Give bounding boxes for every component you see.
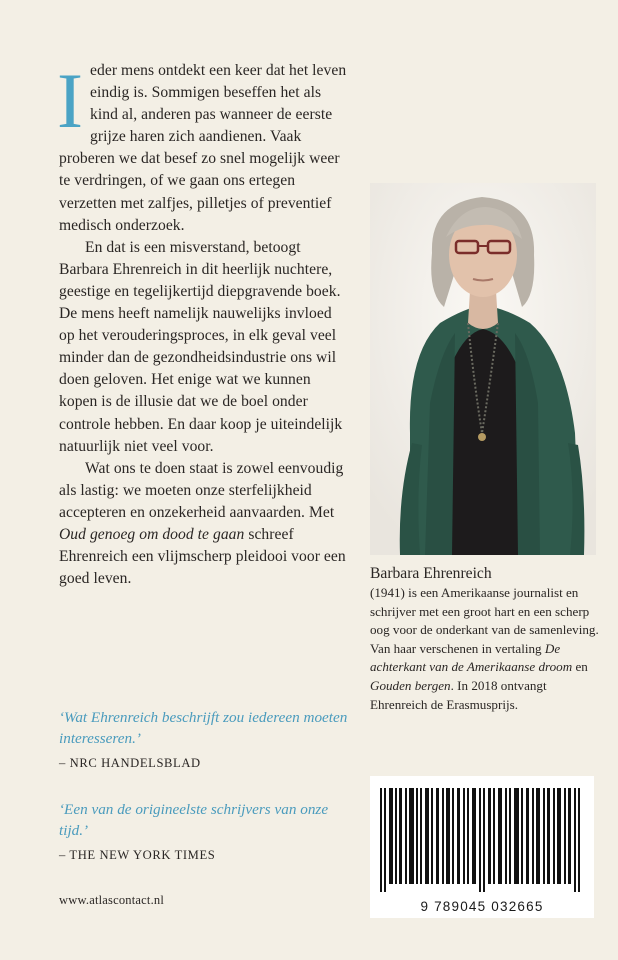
bio-text-3: . In 2018 ontvangt Ehrenreich de Erasmusprijs. — [370, 677, 547, 712]
blurb-paragraph-3-text-a: Wat ons te doen staat is zowel eenvoudig als lastig: we moeten onze sterfelijkheid accepteren en onzekerheid aanvaarden. Met — [59, 459, 344, 521]
isbn-barcode — [370, 776, 594, 918]
review-quote — [59, 708, 359, 774]
author-bio-text — [370, 584, 602, 714]
quote-text: ‘Wat Ehrenreich beschrijft zou iedereen moeten interesseren.’ — [59, 709, 348, 747]
author-photo — [370, 183, 596, 555]
review-quote — [59, 800, 359, 866]
publisher-website: www.atlascontact.nl — [59, 893, 165, 907]
barcode-bars — [380, 788, 584, 892]
bio-book-2: Gouden bergen — [370, 677, 451, 693]
blurb-paragraph-1 — [57, 57, 351, 237]
author-bio — [370, 563, 602, 714]
isbn-digits: 9 789045 032665 — [420, 899, 544, 914]
quote-source: – NRC HANDELSBLAD — [59, 756, 201, 770]
quote-source: – THE NEW YORK TIMES — [59, 848, 216, 862]
bio-text-1: (1941) is een Amerikaanse journalist en schrijver met een groot hart en een scherp oog voor de onderkant van de samenleving. Van haar verschenen in vertaling — [370, 585, 599, 656]
drop-cap: I — [57, 57, 84, 144]
bio-book-1: De achterkant van de Amerikaanse droom — [370, 640, 573, 675]
blurb-paragraph-3-text-b: schreef Ehrenreich een vlijmscherp pleidooi voor een goed leven. — [59, 525, 346, 588]
blurb-paragraph-2: En dat is een misverstand, betoogt Barbara Ehrenreich in dit heerlijk nuchtere, geestige en tegelijkertijd diepgravende boek. De mens heeft namelijk nauwelijks invloed op het verouderingsproces, in elk geval veel minder dan de gezondheidsindustrie ons wil doen geloven. Het enige wat we kunnen kopen is de illusie dat we de boel onder controle hebben. En daar koop je uiteindelijk natuurlijk niet veel voor. — [59, 238, 343, 455]
blurb-paragraph-3 — [59, 458, 351, 591]
author-name: Barbara Ehrenreich — [370, 565, 492, 582]
blurb-text — [57, 57, 351, 590]
quote-text: ‘Een van de origineelste schrijvers van onze tijd.’ — [59, 801, 329, 839]
bio-text-2: en — [572, 659, 588, 675]
author-portrait-illustration — [370, 183, 596, 555]
book-title: Oud genoeg om dood te gaan — [59, 525, 245, 543]
blurb-paragraph-1-text: eder mens ontdekt een keer dat het leven eindig is. Sommigen beseffen het als kind al, anderen pas wanneer de eerste grijze haren zich aandienen. Vaak proberen we dat besef zo snel mogelijk weer te verdringen, of we gaan ons ertegen verzetten met zalfjes, pilletjes of preventief medisch onderzoek. — [59, 62, 347, 234]
